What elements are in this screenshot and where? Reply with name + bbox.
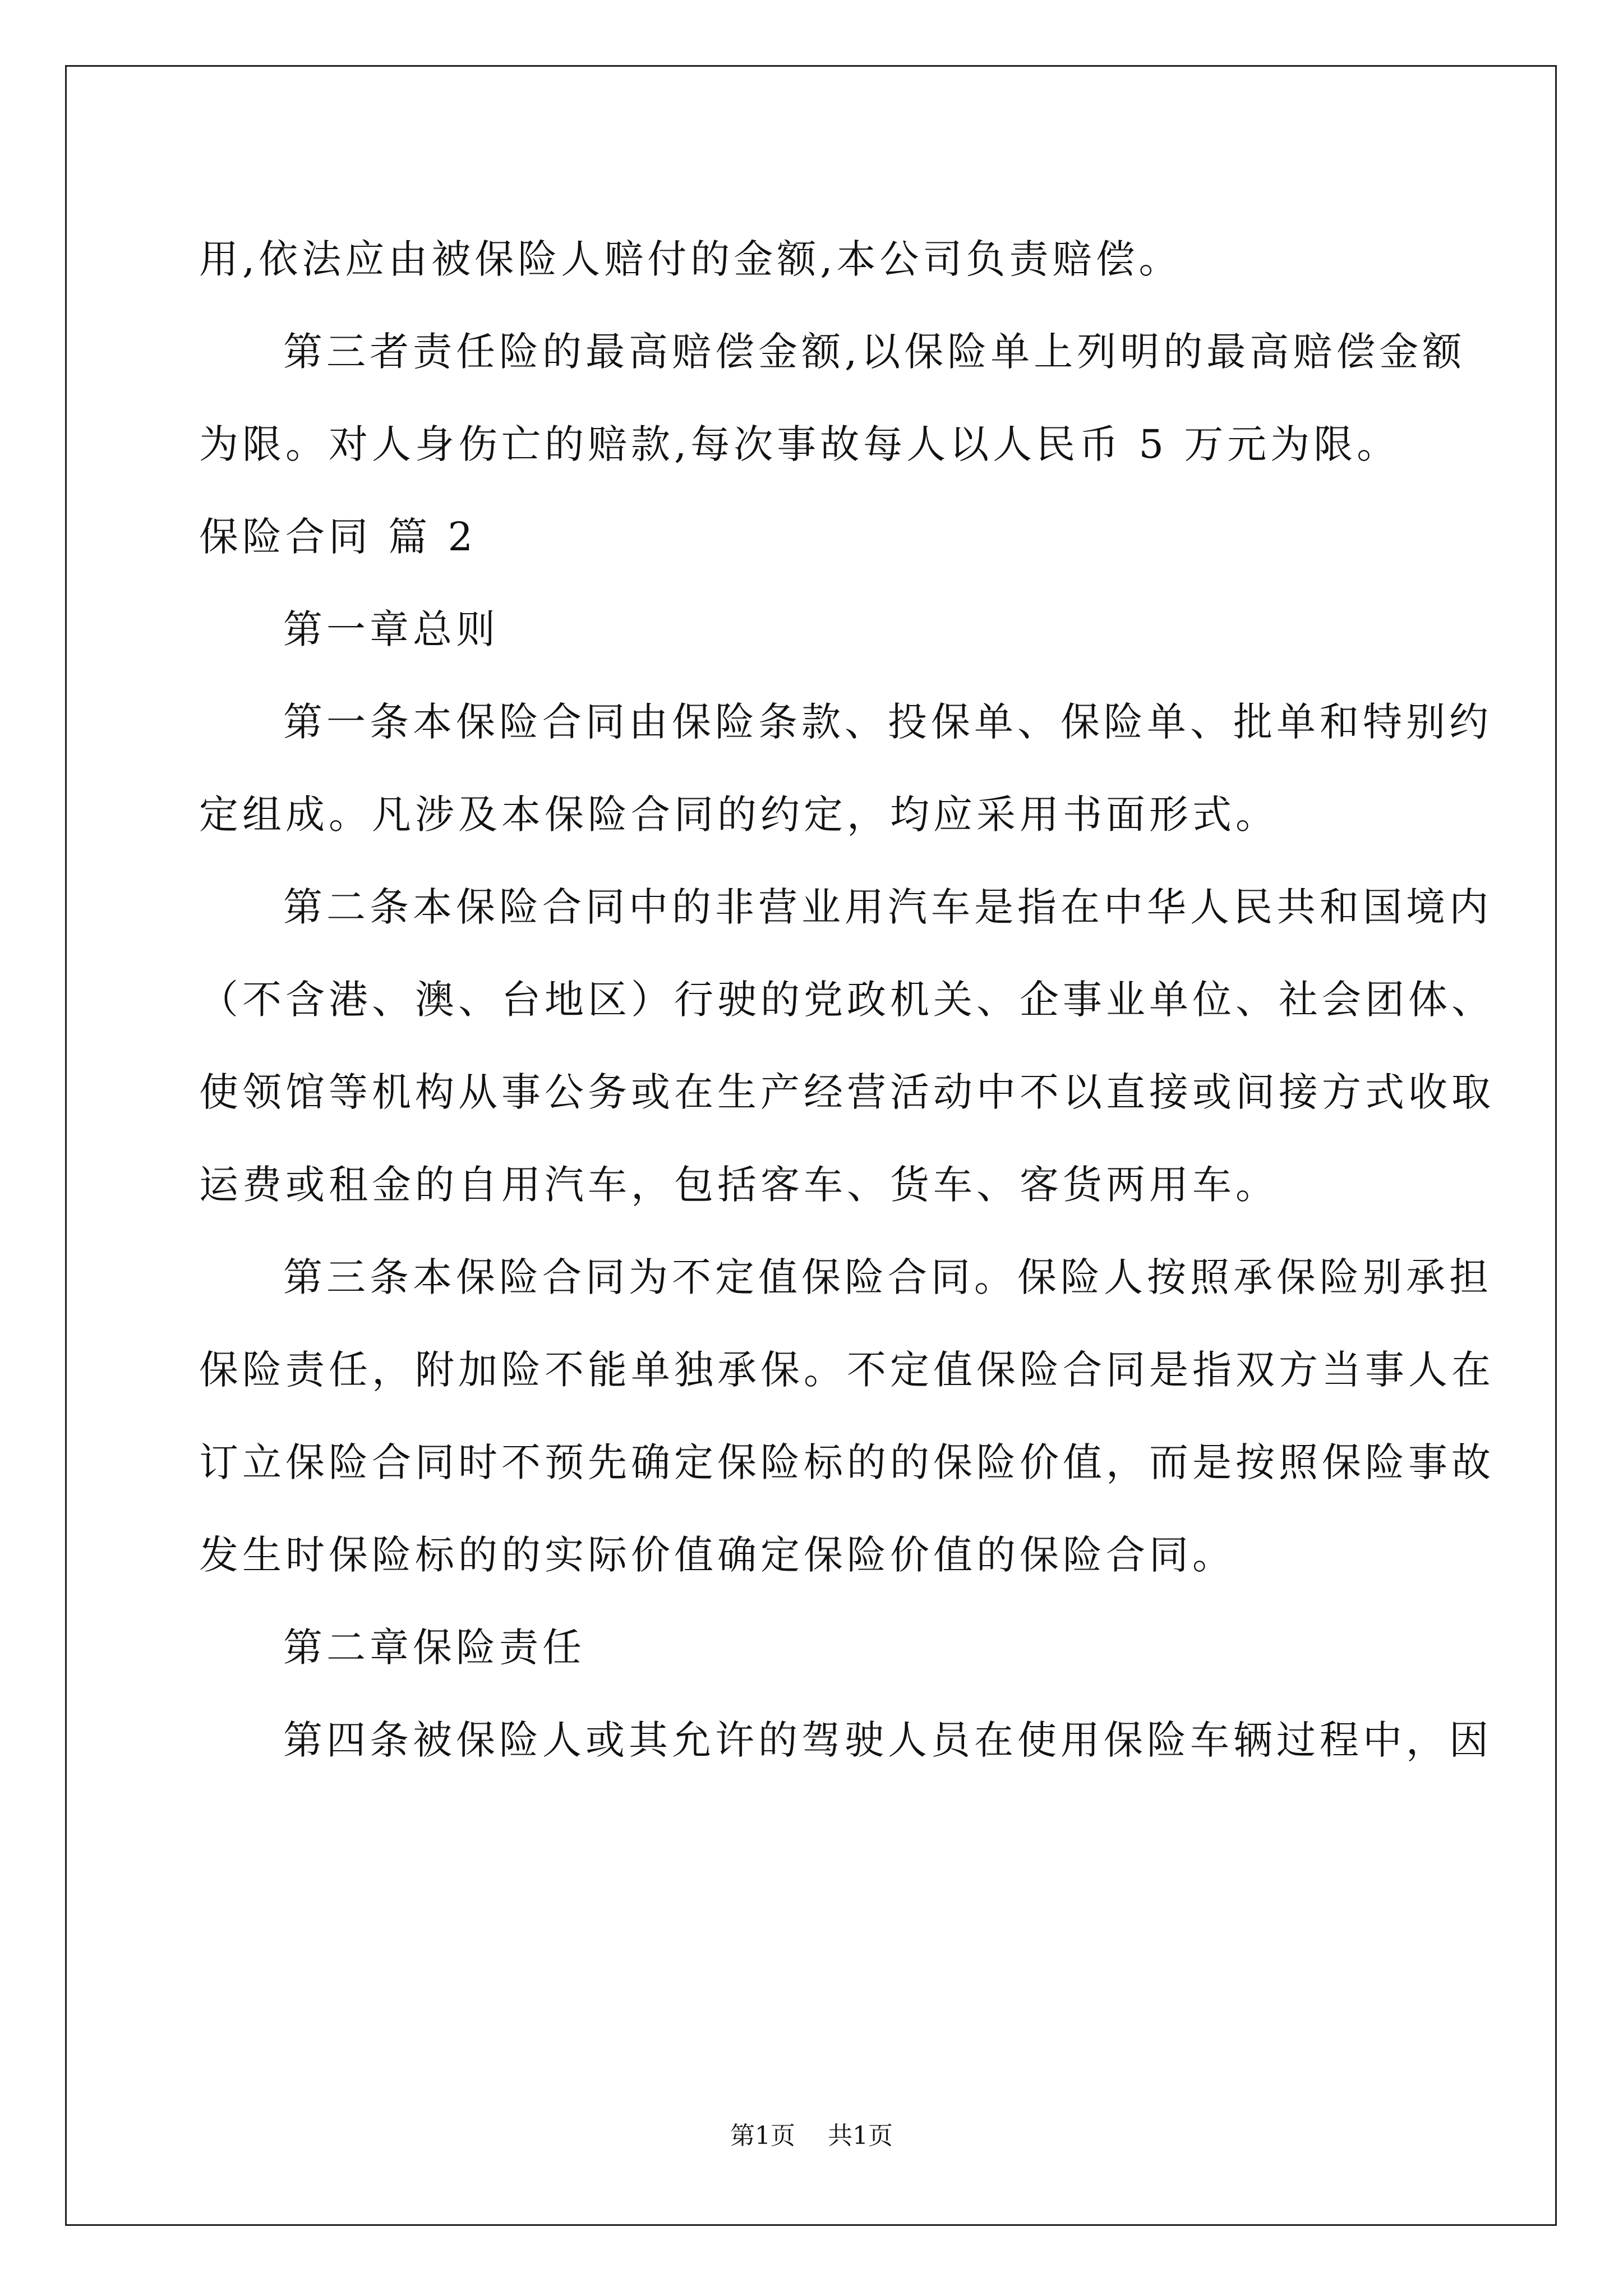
paragraph-line: 第四条被保险人或其允许的驾驶人员在使用保险车辆过程中，因 bbox=[283, 1717, 1492, 1763]
page-border bbox=[65, 65, 1557, 2226]
paragraph-line: 第三者责任险的最高赔偿金额,以保险单上列明的最高赔偿金额 bbox=[283, 329, 1466, 375]
page-total: 共1页 bbox=[828, 2122, 893, 2150]
paragraph-line: 运费或租金的自用汽车，包括客车、货车、客货两用车。 bbox=[199, 1162, 1279, 1208]
section-heading: 保险合同 篇 2 bbox=[199, 514, 477, 560]
paragraph-line: 使领馆等机构从事公务或在生产经营活动中不以直接或间接方式收取 bbox=[199, 1069, 1495, 1115]
paragraph-line: 定组成。凡涉及本保险合同的约定，均应采用书面形式。 bbox=[199, 792, 1279, 838]
paragraph-line: 第三条本保险合同为不定值保险合同。保险人按照承保险别承担 bbox=[283, 1254, 1492, 1300]
paragraph-line: （不含港、澳、台地区）行驶的党政机关、企事业单位、社会团体、 bbox=[199, 977, 1495, 1023]
paragraph-line: 保险责任，附加险不能单独承保。不定值保险合同是指双方当事人在 bbox=[199, 1347, 1495, 1393]
page-number: 第1页 bbox=[730, 2122, 795, 2150]
page-footer bbox=[0, 2120, 1623, 2152]
paragraph-line: 用,依法应由被保险人赔付的金额,本公司负责赔偿。 bbox=[199, 236, 1182, 282]
paragraph-line: 发生时保险标的的实际价值确定保险价值的保险合同。 bbox=[199, 1532, 1235, 1578]
chapter-heading: 第一章总则 bbox=[283, 606, 499, 652]
paragraph-line: 第一条本保险合同由保险条款、投保单、保险单、批单和特别约 bbox=[283, 699, 1492, 745]
paragraph-line: 为限。对人身伤亡的赔款,每次事故每人以人民币 5 万元为限。 bbox=[199, 421, 1400, 467]
chapter-heading: 第二章保险责任 bbox=[283, 1625, 585, 1671]
paragraph-line: 订立保险合同时不预先确定保险标的的保险价值，而是按照保险事故 bbox=[199, 1439, 1495, 1485]
paragraph-line: 第二条本保险合同中的非营业用汽车是指在中华人民共和国境内 bbox=[283, 884, 1492, 930]
